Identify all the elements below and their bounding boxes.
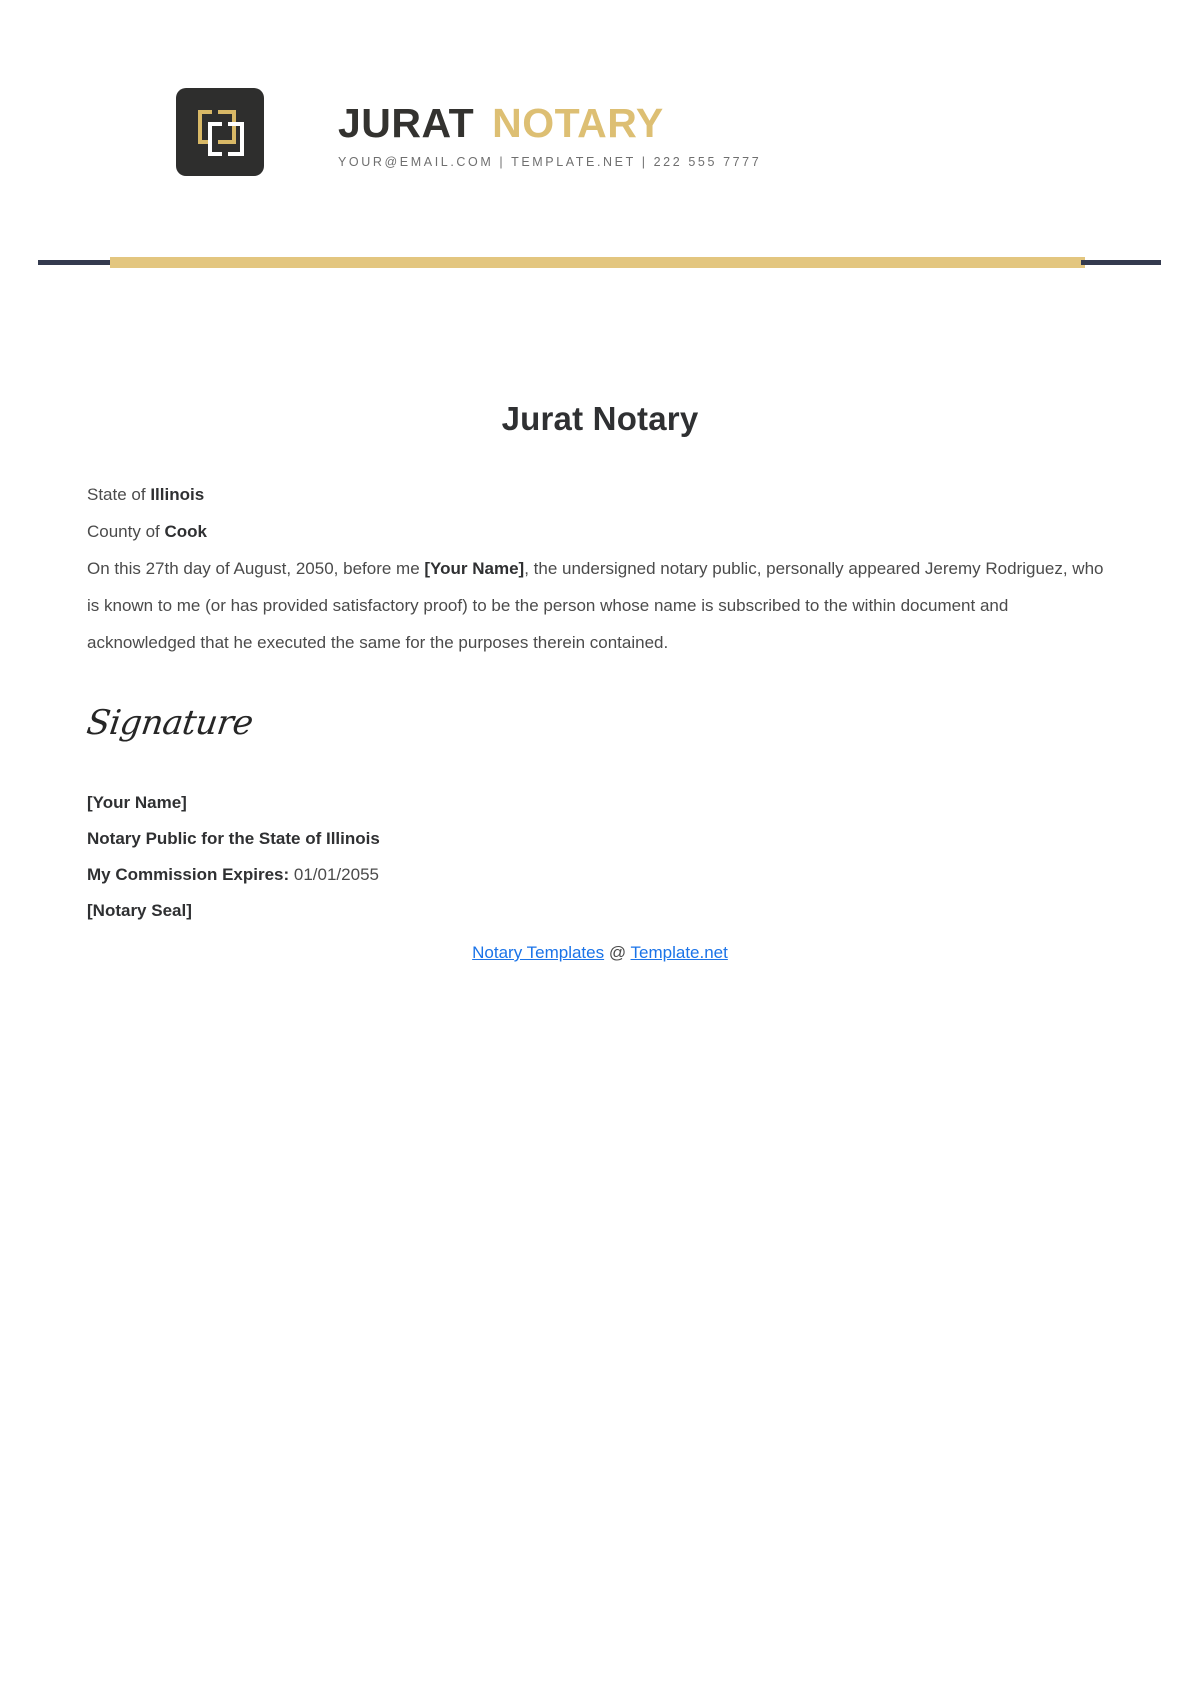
jurat-name-placeholder: [Your Name] <box>424 559 525 578</box>
document-body <box>84 400 1113 963</box>
commission-expiry-line <box>87 857 1113 893</box>
jurat-text-after-name: , the undersigned notary public, personally appeared Jeremy Rodriguez, who is known to me (or has provided satisfactory proof) to be the person whose name is subscribed to the within document and acknowledged that he executed the same for the purposes therein contained. <box>87 559 1104 652</box>
divider-segment-right <box>1081 260 1161 265</box>
commission-value: 01/01/2055 <box>293 865 379 884</box>
template-net-link[interactable]: Template.net <box>630 943 728 962</box>
brand-word-notary: NOTARY <box>492 100 664 146</box>
signer-role: Notary Public for the State of Illinois <box>87 829 380 848</box>
state-value: Illinois <box>150 485 205 504</box>
signer-name: [Your Name] <box>87 793 187 812</box>
page-title: Jurat Notary <box>501 400 699 437</box>
brand-word-jurat: JURAT <box>338 100 475 146</box>
signature-script: Signature <box>84 703 256 743</box>
signature-block <box>87 785 1113 929</box>
footer-links <box>87 943 1113 963</box>
divider-segment-gold <box>110 257 1085 268</box>
brand-text-block <box>338 98 1058 169</box>
jurat-text-before-name: On this 27th day of August, 2050, before me <box>87 559 425 578</box>
commission-label: My Commission Expires: <box>87 865 294 884</box>
header-divider <box>0 245 1200 269</box>
state-label: State of <box>87 485 151 504</box>
county-label: County of <box>87 522 165 541</box>
county-value: Cook <box>164 522 207 541</box>
state-line <box>87 476 1113 513</box>
footer-separator: @ <box>604 943 631 962</box>
notary-templates-link[interactable]: Notary Templates <box>472 943 605 962</box>
notary-seal-placeholder: [Notary Seal] <box>87 901 192 920</box>
jurat-paragraph <box>87 550 1113 661</box>
divider-segment-left <box>38 260 116 265</box>
brand-contact-line: YOUR@EMAIL.COM | TEMPLATE.NET | 222 555 7777 <box>338 155 762 169</box>
document-header <box>0 0 1200 230</box>
county-line <box>87 513 1113 550</box>
nested-squares-logo-icon <box>194 106 246 158</box>
brand-title <box>338 98 1058 148</box>
brand-logo <box>176 88 264 176</box>
